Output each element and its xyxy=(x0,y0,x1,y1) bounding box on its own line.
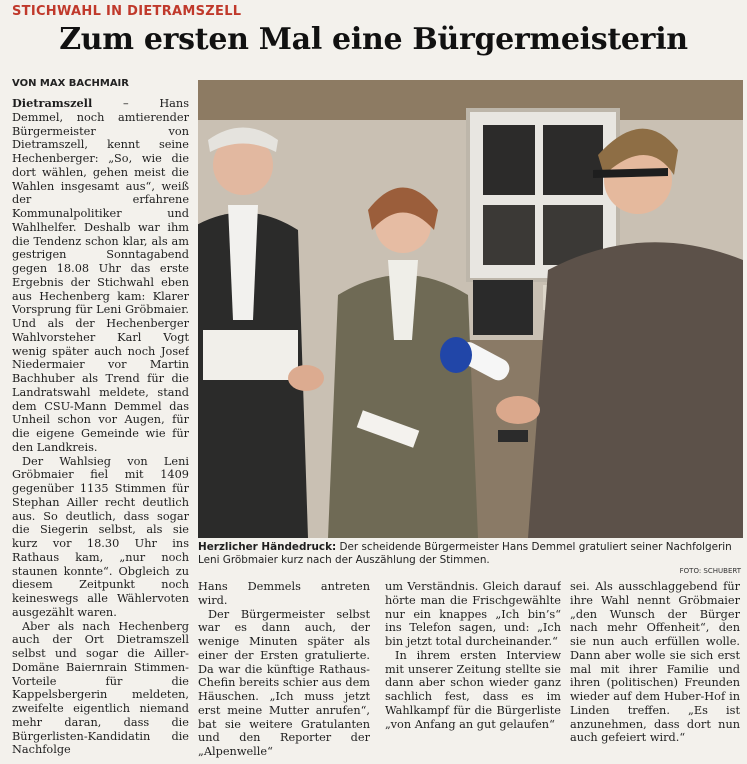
news-photo xyxy=(198,80,743,538)
headline: Zum ersten Mal eine Bürgermeisterin xyxy=(59,22,688,57)
caption-text: Der scheidende Bürgermeister Hans Demmel gratuliert seiner Nachfolgerin Leni Gröbmaier kurz nach der Auszählung der Stimmen. xyxy=(198,541,732,566)
photo-caption xyxy=(198,541,743,567)
article-column-2 xyxy=(198,580,370,760)
photo-illustration xyxy=(198,80,743,538)
paragraph: Hans Demmels antreten wird. xyxy=(198,580,370,607)
article-column-4 xyxy=(570,580,740,760)
paragraph: Der Bürgermeister selbst war es dann auch, der wenige Minuten später als einer der Ersten gratulierte. Da war die künftige Rathaus-Chefin bereits schier aus dem Häuschen. „Ich muss jetzt erst meine Mutter anrufen“, bat sie weitere Gratulanten und den Reporter der „Alpenwelle“ xyxy=(198,607,370,758)
caption-title: Herzlicher Händedruck: xyxy=(198,541,337,553)
paragraph: um Verständnis. Gleich darauf hörte man die Frischgewählte nur ein knappes „Ich bin’s“ ins Telefon sagen, und: „Ich bin jetzt total durcheinander.“ xyxy=(385,580,561,648)
paragraph: In ihrem ersten Interview mit unserer Zeitung stellte sie dann aber schon wieder ganz sachlich fest, dass es im Wahlkampf für die Bürgerliste „von Anfang an gut gelaufen“ xyxy=(385,648,561,731)
photo-credit: FOTO: SCHUBERT xyxy=(679,567,741,575)
dateline: Dietramszell xyxy=(12,97,93,110)
article-column-3 xyxy=(385,580,561,760)
byline: VON MAX BACHMAIR xyxy=(12,78,129,89)
section-kicker: STICHWAHL IN DIETRAMSZELL xyxy=(12,4,242,19)
paragraph-text: – Hans Demmel, noch amtierender Bürgermeister von Dietramszell, kennt seine Hechenberger: „So, wie die dort wählen, gehen meist die Wahlen insgesamt aus“, weiß der erfahrene Kommunalpolitiker und Wahlhelfer. Deshalb war ihm die Tendenz schon klar, als am gestrigen Sonntagabend gegen 18.08 Uhr das erste Ergebnis der Stichwahl eben aus Hechenberg kam: Klarer Vorsprung für Leni Gröbmaier. Und als der Hechenberger Wahlvorsteher Karl Vogt wenig später auch noch Josef Niedermaier vor Martin Bachhuber als Trend für die Landratswahl meldete, stand dem CSU-Mann Demmel das Unheil schon vor Augen, für die eigene Gemeinde wie für den Landkreis. xyxy=(12,97,189,454)
article-column-1 xyxy=(12,97,189,759)
paragraph: Aber als nach Hechenberg auch der Ort Dietramszell selbst und sogar die Ailler-Domäne Baiernrain Stimmen-Vorteile für die Kappelsbergerin meldeten, zweifelte eigentlich niemand mehr daran, dass die Bürgerlisten-Kandidatin die Nachfolge xyxy=(12,619,189,757)
paragraph: sei. Als ausschlaggebend für ihre Wahl nennt Gröbmaier „den Wunsch der Bürger nach mehr Offenheit“, den sie nun auch erfüllen wolle. Dann aber wolle sie sich erst mal mit ihrer Familie und ihren (politischen) Freunden wieder auf dem Huber-Hof in Linden treffen. „Es ist anzunehmen, dass dort nun auch gefeiert wird.“ xyxy=(570,580,740,745)
paragraph xyxy=(12,97,189,455)
paragraph: Der Wahlsieg von Leni Gröbmaier fiel mit 1409 gegenüber 1135 Stimmen für Stephan Ailler recht deutlich aus. So deutlich, dass sogar die Siegerin selbst, als sie kurz vor 18.30 Uhr ins Rathaus kam, „nur noch staunen konnte“. Obgleich zu diesem Zeitpunkt noch keineswegs alle Wählervoten ausgezählt waren. xyxy=(12,454,189,619)
